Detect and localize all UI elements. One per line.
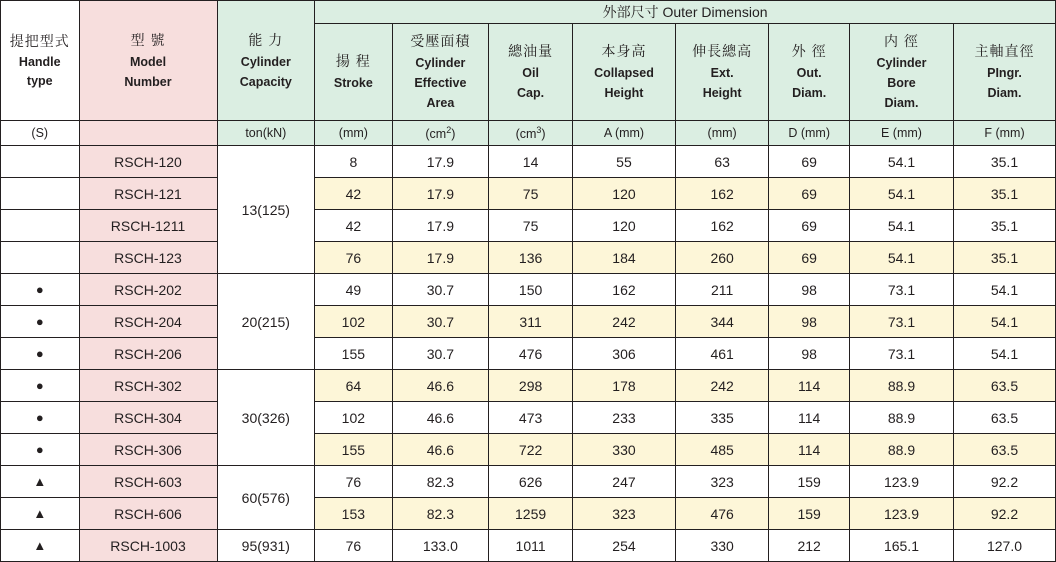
table-row bbox=[1, 242, 1056, 274]
header-stroke-en1: Stroke bbox=[333, 76, 373, 91]
cell-stroke: 102 bbox=[315, 306, 392, 338]
cell-extended-height: 242 bbox=[675, 370, 768, 402]
cell-oil-capacity: 150 bbox=[489, 274, 573, 306]
header-cylinder-capacity bbox=[217, 1, 315, 121]
cell-extended-height: 476 bbox=[675, 498, 768, 530]
cell-extended-height: 485 bbox=[675, 434, 768, 466]
cell-effective-area: 82.3 bbox=[392, 466, 489, 498]
cell-model-number: RSCH-121 bbox=[79, 178, 217, 210]
cell-effective-area: 17.9 bbox=[392, 178, 489, 210]
header-stroke-cn: 揚 程 bbox=[335, 53, 371, 70]
cell-bore-diameter: 73.1 bbox=[849, 338, 953, 370]
cell-oil-capacity: 476 bbox=[489, 338, 573, 370]
table-row bbox=[1, 210, 1056, 242]
cell-bore-diameter: 54.1 bbox=[849, 210, 953, 242]
header-handle-cn: 提把型式 bbox=[9, 32, 70, 49]
unit-out-diam: D (mm) bbox=[769, 121, 850, 146]
cell-model-number: RSCH-306 bbox=[79, 434, 217, 466]
cell-handle-type bbox=[1, 178, 80, 210]
cell-oil-capacity: 298 bbox=[489, 370, 573, 402]
header-bore-diameter bbox=[849, 24, 953, 121]
cell-handle-type bbox=[1, 210, 80, 242]
cell-stroke: 76 bbox=[315, 530, 392, 562]
cell-effective-area: 30.7 bbox=[392, 338, 489, 370]
cell-oil-capacity: 136 bbox=[489, 242, 573, 274]
header-capacity-en2: Capacity bbox=[239, 74, 292, 89]
cell-model-number: RSCH-603 bbox=[79, 466, 217, 498]
header-oil-en2: Cap. bbox=[517, 86, 545, 100]
header-handle-en1: Handle bbox=[18, 55, 61, 70]
unit-oil-post: ) bbox=[541, 127, 546, 142]
header-model-en1: Model bbox=[129, 54, 167, 69]
cell-outside-diameter: 98 bbox=[769, 274, 850, 306]
header-bore-en3: Diam. bbox=[884, 95, 919, 110]
table-row bbox=[1, 274, 1056, 306]
header-effective-area bbox=[392, 24, 489, 121]
cell-stroke: 76 bbox=[315, 466, 392, 498]
cell-extended-height: 162 bbox=[675, 210, 768, 242]
cell-bore-diameter: 54.1 bbox=[849, 146, 953, 178]
cell-extended-height: 335 bbox=[675, 402, 768, 434]
unit-model bbox=[79, 121, 217, 146]
cell-extended-height: 461 bbox=[675, 338, 768, 370]
cell-effective-area: 30.7 bbox=[392, 306, 489, 338]
cell-handle-type: ● bbox=[1, 370, 80, 402]
cell-effective-area: 17.9 bbox=[392, 210, 489, 242]
header-units-row bbox=[1, 121, 1056, 146]
header-area-cn: 受壓面積 bbox=[410, 33, 471, 50]
cell-handle-type: ● bbox=[1, 306, 80, 338]
cell-effective-area: 46.6 bbox=[392, 370, 489, 402]
cell-bore-diameter: 88.9 bbox=[849, 402, 953, 434]
table-row bbox=[1, 402, 1056, 434]
cell-stroke: 64 bbox=[315, 370, 392, 402]
header-pingr-en2: Diam. bbox=[987, 86, 1022, 100]
table-row bbox=[1, 178, 1056, 210]
cell-outside-diameter: 159 bbox=[769, 466, 850, 498]
header-oil-cn: 總油量 bbox=[508, 43, 554, 60]
cell-collapsed-height: 184 bbox=[573, 242, 676, 274]
header-oil-capacity bbox=[489, 24, 573, 121]
cell-collapsed-height: 120 bbox=[573, 178, 676, 210]
header-bore-en2: Bore bbox=[887, 76, 916, 91]
cell-stroke: 155 bbox=[315, 338, 392, 370]
header-area-en1: Cylinder bbox=[415, 56, 466, 71]
cell-effective-area: 17.9 bbox=[392, 146, 489, 178]
cell-extended-height: 162 bbox=[675, 178, 768, 210]
cell-model-number: RSCH-302 bbox=[79, 370, 217, 402]
header-collapsed-en1: Collapsed bbox=[594, 66, 654, 81]
header-collapsed-cn: 本身高 bbox=[601, 43, 647, 60]
cell-extended-height: 330 bbox=[675, 530, 768, 562]
cell-extended-height: 211 bbox=[675, 274, 768, 306]
cell-bore-diameter: 88.9 bbox=[849, 434, 953, 466]
cell-stroke: 76 bbox=[315, 242, 392, 274]
cell-plunger-diameter: 92.2 bbox=[953, 498, 1055, 530]
cell-oil-capacity: 75 bbox=[489, 210, 573, 242]
cell-plunger-diameter: 92.2 bbox=[953, 466, 1055, 498]
cell-outside-diameter: 159 bbox=[769, 498, 850, 530]
header-outside-diameter bbox=[769, 24, 850, 121]
cell-plunger-diameter: 63.5 bbox=[953, 370, 1055, 402]
unit-area-sup: 2 bbox=[446, 124, 452, 135]
cell-model-number: RSCH-123 bbox=[79, 242, 217, 274]
cell-bore-diameter: 123.9 bbox=[849, 498, 953, 530]
cell-cylinder-capacity: 95(931) bbox=[217, 530, 315, 562]
cell-outside-diameter: 69 bbox=[769, 178, 850, 210]
table-body bbox=[1, 146, 1056, 562]
header-collapsed-height bbox=[573, 24, 676, 121]
header-collapsed-en2: Height bbox=[604, 86, 644, 100]
cell-model-number: RSCH-202 bbox=[79, 274, 217, 306]
cell-bore-diameter: 73.1 bbox=[849, 274, 953, 306]
cell-handle-type bbox=[1, 242, 80, 274]
cell-oil-capacity: 722 bbox=[489, 434, 573, 466]
cell-outside-diameter: 114 bbox=[769, 402, 850, 434]
cell-oil-capacity: 473 bbox=[489, 402, 573, 434]
cell-plunger-diameter: 35.1 bbox=[953, 146, 1055, 178]
cell-collapsed-height: 55 bbox=[573, 146, 676, 178]
cell-cylinder-capacity: 20(215) bbox=[217, 274, 315, 370]
header-area-en3: Area bbox=[426, 95, 455, 110]
cell-extended-height: 323 bbox=[675, 466, 768, 498]
cell-oil-capacity: 311 bbox=[489, 306, 573, 338]
cell-handle-type: ● bbox=[1, 402, 80, 434]
cell-oil-capacity: 1259 bbox=[489, 498, 573, 530]
unit-oil-sup: 3 bbox=[536, 124, 542, 135]
cell-extended-height: 260 bbox=[675, 242, 768, 274]
cell-bore-diameter: 123.9 bbox=[849, 466, 953, 498]
cell-effective-area: 46.6 bbox=[392, 402, 489, 434]
cell-cylinder-capacity: 13(125) bbox=[217, 146, 315, 274]
cell-plunger-diameter: 54.1 bbox=[953, 306, 1055, 338]
cell-collapsed-height: 233 bbox=[573, 402, 676, 434]
cell-model-number: RSCH-1211 bbox=[79, 210, 217, 242]
header-extended-height bbox=[675, 24, 768, 121]
cell-extended-height: 344 bbox=[675, 306, 768, 338]
cell-bore-diameter: 165.1 bbox=[849, 530, 953, 562]
cell-stroke: 42 bbox=[315, 178, 392, 210]
unit-area-pre: (cm bbox=[425, 127, 447, 142]
header-model-en2: Number bbox=[124, 74, 172, 89]
cell-outside-diameter: 98 bbox=[769, 306, 850, 338]
cell-plunger-diameter: 54.1 bbox=[953, 338, 1055, 370]
header-out-cn: 外 徑 bbox=[791, 43, 827, 60]
unit-capacity: ton(kN) bbox=[217, 121, 315, 146]
cell-collapsed-height: 254 bbox=[573, 530, 676, 562]
header-area-en2: Effective bbox=[414, 76, 467, 91]
table-row bbox=[1, 434, 1056, 466]
table-row bbox=[1, 466, 1056, 498]
header-bore-en1: Cylinder bbox=[876, 56, 927, 71]
cell-handle-type: ▲ bbox=[1, 466, 80, 498]
unit-area bbox=[392, 121, 489, 146]
cell-model-number: RSCH-606 bbox=[79, 498, 217, 530]
cell-stroke: 102 bbox=[315, 402, 392, 434]
header-capacity-cn: 能 力 bbox=[248, 31, 284, 48]
header-ext-en1: Ext. bbox=[710, 66, 734, 81]
unit-handle: (S) bbox=[1, 121, 80, 146]
cell-plunger-diameter: 35.1 bbox=[953, 178, 1055, 210]
header-handle-type bbox=[1, 1, 80, 121]
header-pingr-en1: PIngr. bbox=[987, 66, 1022, 81]
cell-bore-diameter: 88.9 bbox=[849, 370, 953, 402]
cell-stroke: 8 bbox=[315, 146, 392, 178]
cell-handle-type: ● bbox=[1, 338, 80, 370]
header-model-cn: 型 號 bbox=[130, 31, 166, 48]
cell-plunger-diameter: 127.0 bbox=[953, 530, 1055, 562]
cell-plunger-diameter: 63.5 bbox=[953, 434, 1055, 466]
unit-pingr-diam: F (mm) bbox=[953, 121, 1055, 146]
cell-model-number: RSCH-304 bbox=[79, 402, 217, 434]
cell-collapsed-height: 162 bbox=[573, 274, 676, 306]
cell-extended-height: 63 bbox=[675, 146, 768, 178]
cell-oil-capacity: 14 bbox=[489, 146, 573, 178]
cell-plunger-diameter: 35.1 bbox=[953, 210, 1055, 242]
cell-collapsed-height: 120 bbox=[573, 210, 676, 242]
cell-effective-area: 17.9 bbox=[392, 242, 489, 274]
unit-stroke: (mm) bbox=[315, 121, 392, 146]
cell-outside-diameter: 69 bbox=[769, 210, 850, 242]
cell-outside-diameter: 114 bbox=[769, 434, 850, 466]
cell-plunger-diameter: 54.1 bbox=[953, 274, 1055, 306]
unit-oil bbox=[489, 121, 573, 146]
cell-bore-diameter: 73.1 bbox=[849, 306, 953, 338]
cell-handle-type: ▲ bbox=[1, 530, 80, 562]
cell-collapsed-height: 178 bbox=[573, 370, 676, 402]
cell-plunger-diameter: 63.5 bbox=[953, 402, 1055, 434]
cell-bore-diameter: 54.1 bbox=[849, 178, 953, 210]
cell-stroke: 49 bbox=[315, 274, 392, 306]
table-row bbox=[1, 146, 1056, 178]
header-handle-en2: type bbox=[26, 74, 53, 89]
cell-handle-type: ● bbox=[1, 434, 80, 466]
cell-handle-type: ● bbox=[1, 274, 80, 306]
unit-ext: (mm) bbox=[675, 121, 768, 146]
header-plunger-diameter bbox=[953, 24, 1055, 121]
cell-model-number: RSCH-1003 bbox=[79, 530, 217, 562]
header-group-row bbox=[1, 1, 1056, 24]
cell-bore-diameter: 54.1 bbox=[849, 242, 953, 274]
table-row bbox=[1, 338, 1056, 370]
table-row bbox=[1, 498, 1056, 530]
header-stroke bbox=[315, 24, 392, 121]
cell-collapsed-height: 242 bbox=[573, 306, 676, 338]
header-out-en1: Out. bbox=[796, 66, 822, 81]
cell-effective-area: 30.7 bbox=[392, 274, 489, 306]
cell-handle-type: ▲ bbox=[1, 498, 80, 530]
table-row bbox=[1, 306, 1056, 338]
cell-outside-diameter: 69 bbox=[769, 146, 850, 178]
unit-oil-pre: (cm bbox=[515, 127, 537, 142]
header-bore-cn: 内 徑 bbox=[884, 33, 919, 50]
unit-bore-diam: E (mm) bbox=[849, 121, 953, 146]
cell-oil-capacity: 626 bbox=[489, 466, 573, 498]
table-row bbox=[1, 530, 1056, 562]
cell-oil-capacity: 1011 bbox=[489, 530, 573, 562]
cell-model-number: RSCH-204 bbox=[79, 306, 217, 338]
cell-effective-area: 46.6 bbox=[392, 434, 489, 466]
header-ext-cn: 伸長總高 bbox=[692, 43, 753, 60]
header-outer-dimension-group: 外部尺寸 Outer Dimension bbox=[315, 1, 1056, 24]
header-capacity-en1: Cylinder bbox=[240, 54, 291, 69]
cell-outside-diameter: 69 bbox=[769, 242, 850, 274]
cell-model-number: RSCH-206 bbox=[79, 338, 217, 370]
cell-stroke: 155 bbox=[315, 434, 392, 466]
cell-collapsed-height: 330 bbox=[573, 434, 676, 466]
cell-outside-diameter: 114 bbox=[769, 370, 850, 402]
cell-handle-type bbox=[1, 146, 80, 178]
cell-stroke: 153 bbox=[315, 498, 392, 530]
header-oil-en1: Oil bbox=[522, 66, 539, 81]
cell-plunger-diameter: 35.1 bbox=[953, 242, 1055, 274]
table-row bbox=[1, 370, 1056, 402]
cell-outside-diameter: 98 bbox=[769, 338, 850, 370]
cell-collapsed-height: 247 bbox=[573, 466, 676, 498]
cell-oil-capacity: 75 bbox=[489, 178, 573, 210]
header-ext-en2: Height bbox=[702, 86, 742, 100]
header-model-number bbox=[79, 1, 217, 121]
header-pingr-cn: 主軸直徑 bbox=[974, 43, 1035, 60]
cell-effective-area: 82.3 bbox=[392, 498, 489, 530]
cell-collapsed-height: 323 bbox=[573, 498, 676, 530]
cell-cylinder-capacity: 60(576) bbox=[217, 466, 315, 530]
cell-collapsed-height: 306 bbox=[573, 338, 676, 370]
cell-effective-area: 133.0 bbox=[392, 530, 489, 562]
table-header bbox=[1, 1, 1056, 146]
cell-outside-diameter: 212 bbox=[769, 530, 850, 562]
cell-cylinder-capacity: 30(326) bbox=[217, 370, 315, 466]
cell-stroke: 42 bbox=[315, 210, 392, 242]
cell-model-number: RSCH-120 bbox=[79, 146, 217, 178]
header-out-en2: Diam. bbox=[792, 86, 827, 100]
unit-area-post: ) bbox=[451, 127, 456, 142]
unit-collapsed: A (mm) bbox=[573, 121, 676, 146]
